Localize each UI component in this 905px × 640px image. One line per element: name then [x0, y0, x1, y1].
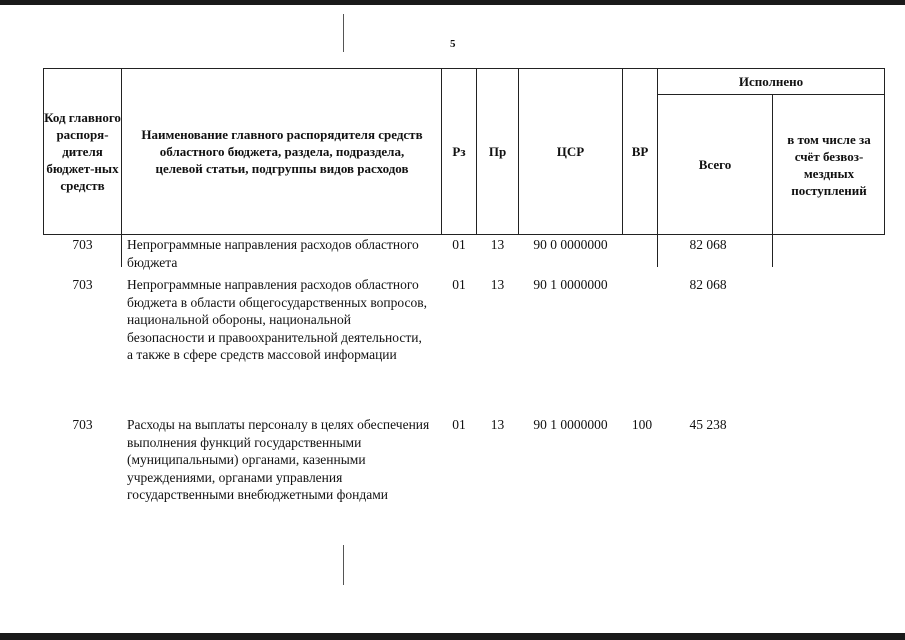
row-code: 703: [72, 417, 93, 432]
col-rule: [884, 68, 885, 235]
row-rz: 01: [452, 277, 466, 292]
row-pr: 13: [490, 237, 505, 252]
row-csr: 90 0 0000000: [533, 237, 608, 252]
row-csr: 90 1 0000000: [533, 417, 608, 432]
header-code: Код главного распоря-дителя бюджет-ных средств: [44, 110, 121, 193]
row-rz: 01: [452, 237, 466, 252]
row-vr: 100: [631, 417, 653, 432]
col-rule: [772, 235, 773, 267]
row-code: 703: [72, 277, 93, 292]
header-total: Всего: [698, 157, 732, 172]
row-pr: 13: [490, 277, 505, 292]
header-vr: ВР: [631, 144, 649, 159]
header-csr: ЦСР: [556, 144, 585, 159]
header-executed: Исполнено: [738, 74, 804, 89]
row-name: Непрограммные направления расходов областного бюджета в области общегосударственных вопросов, национальной обороны, национальной безопасности и правоохранительной деятельности, а также в сфере средств массовой информации: [127, 277, 427, 362]
row-total: 82 068: [689, 237, 727, 252]
row-csr: 90 1 0000000: [533, 277, 608, 292]
col-rule: [121, 235, 122, 267]
row-total: 82 068: [689, 277, 727, 292]
page-crease: [343, 14, 344, 52]
row-name: Непрограммные направления расходов областного бюджета: [127, 237, 419, 270]
scan-top-edge: [0, 0, 905, 5]
row-pr: 13: [490, 417, 505, 432]
row-name: Расходы на выплаты персоналу в целях обеспечения выполнения функций государственными (муниципальными) органами, казенными учреждениями, органами управления государственными внебюджетными фондами: [127, 417, 430, 502]
header-rz: Рз: [452, 144, 466, 159]
page-number: 5: [450, 38, 456, 50]
header-name: Наименование главного распорядителя средств областного бюджета, раздела, подраздела, целевой статьи, подгруппы видов расходов: [141, 127, 423, 176]
scan-bottom-edge: [0, 633, 905, 640]
col-rule: [121, 68, 122, 235]
col-rule: [772, 94, 773, 235]
page-crease: [343, 545, 344, 585]
header-including: в том числе за счёт безвоз-мездных поступлений: [787, 131, 871, 198]
row-code: 703: [72, 237, 93, 252]
header-bottom-rule: [43, 234, 885, 235]
header-pr: Пр: [488, 144, 507, 159]
row-total: 45 238: [689, 417, 727, 432]
row-rz: 01: [452, 417, 466, 432]
